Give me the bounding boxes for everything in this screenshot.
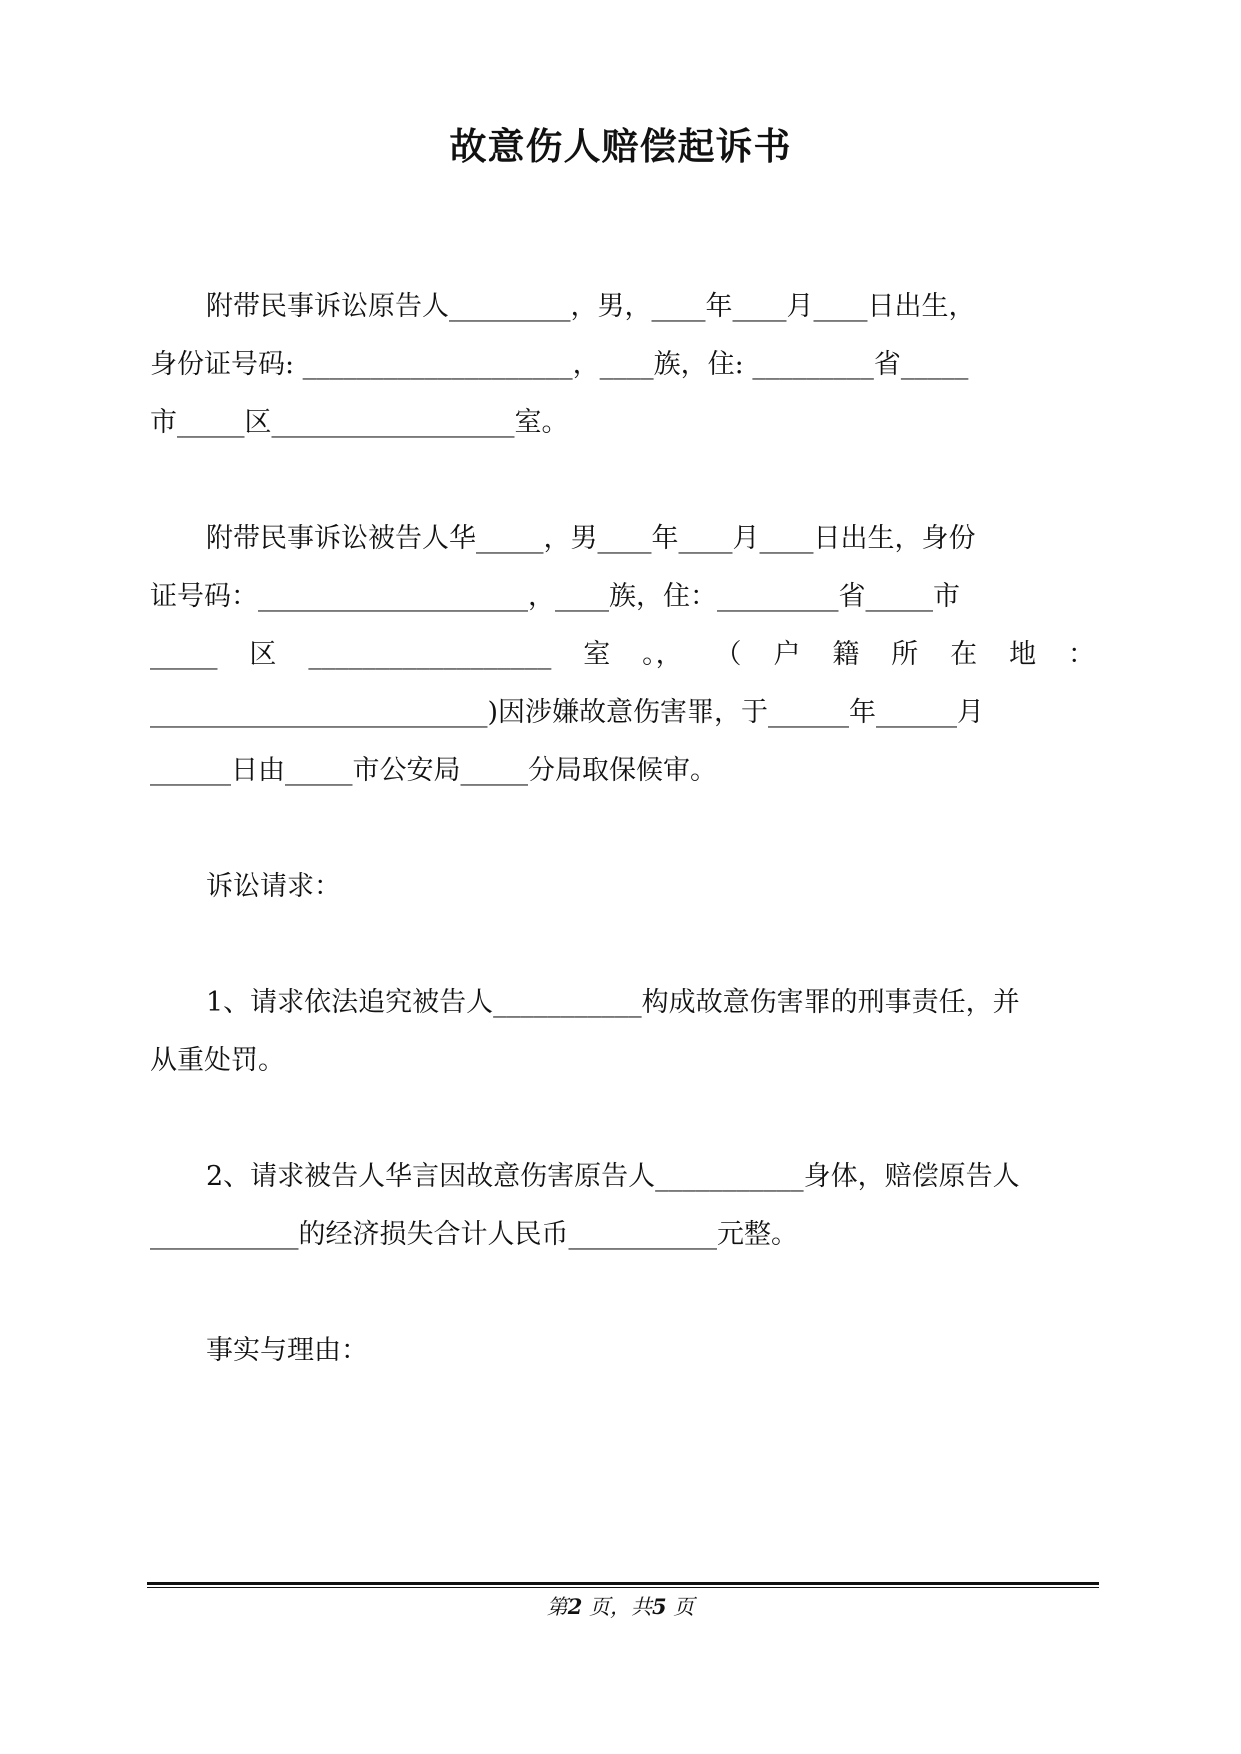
- claim-2-line-1: 2、请求被告人华言因故意伤害原告人___________身体，赔偿原告人: [206, 1161, 1020, 1192]
- claims-heading: 诉讼请求：: [206, 871, 341, 902]
- facts-heading: 事实与理由：: [206, 1335, 368, 1366]
- footer-divider-thin: [147, 1587, 1099, 1588]
- defendant-line-3-part: 所: [891, 639, 919, 670]
- document-title: 故意伤人赔偿起诉书: [449, 124, 792, 168]
- defendant-line-3-part: （: [714, 639, 742, 670]
- footer-prefix: 第: [546, 1595, 568, 1619]
- page-number-footer: [0, 1590, 1241, 1624]
- plaintiff-line-3: 市_____区__________________室。: [150, 407, 569, 438]
- claim-1-line-2: 从重处罚。: [150, 1045, 285, 1076]
- plaintiff-line-1: 附带民事诉讼原告人_________，男，____年____月____日出生，: [206, 291, 976, 322]
- defendant-line-3-part: 户: [773, 639, 801, 670]
- plaintiff-line-2: 身份证号码: ____________________，____族，住: _________省_____: [150, 349, 969, 380]
- claim-1-line-1: 1、请求依法追究被告人___________构成故意伤害罪的刑事责任，并: [206, 987, 1020, 1018]
- footer-divider: [147, 1582, 1099, 1585]
- defendant-line-3-part: 在: [950, 639, 978, 670]
- defendant-line-4: _________________________)因涉嫌故意伤害罪，于______年______月: [150, 697, 985, 728]
- defendant-line-3-part: 室: [583, 639, 611, 670]
- defendant-line-2: 证号码：____________________，____族，住：_________省_____市: [150, 581, 960, 612]
- defendant-line-3: [150, 622, 1095, 687]
- footer-current-page: 2: [567, 1594, 583, 1619]
- defendant-line-3-part: ：: [1067, 639, 1095, 670]
- defendant-line-3-part: 区: [249, 639, 277, 670]
- defendant-line-3-part: 。，: [642, 639, 683, 670]
- defendant-line-1: 附带民事诉讼被告人华_____，男____年____月____日出生，身份: [206, 523, 976, 554]
- defendant-line-3-part: 地: [1009, 639, 1037, 670]
- defendant-line-3-part: __________________: [308, 639, 552, 670]
- defendant-line-5: ______日由_____市公安局_____分局取保候审。: [150, 755, 717, 786]
- footer-middle: 页，共: [582, 1595, 652, 1619]
- footer-total-pages: 5: [652, 1594, 667, 1619]
- footer-suffix: 页: [666, 1595, 695, 1619]
- defendant-line-3-part: _____: [150, 639, 218, 670]
- claim-2-line-2: ___________的经济损失合计人民币___________元整。: [150, 1219, 798, 1250]
- defendant-line-3-part: 籍: [832, 639, 860, 670]
